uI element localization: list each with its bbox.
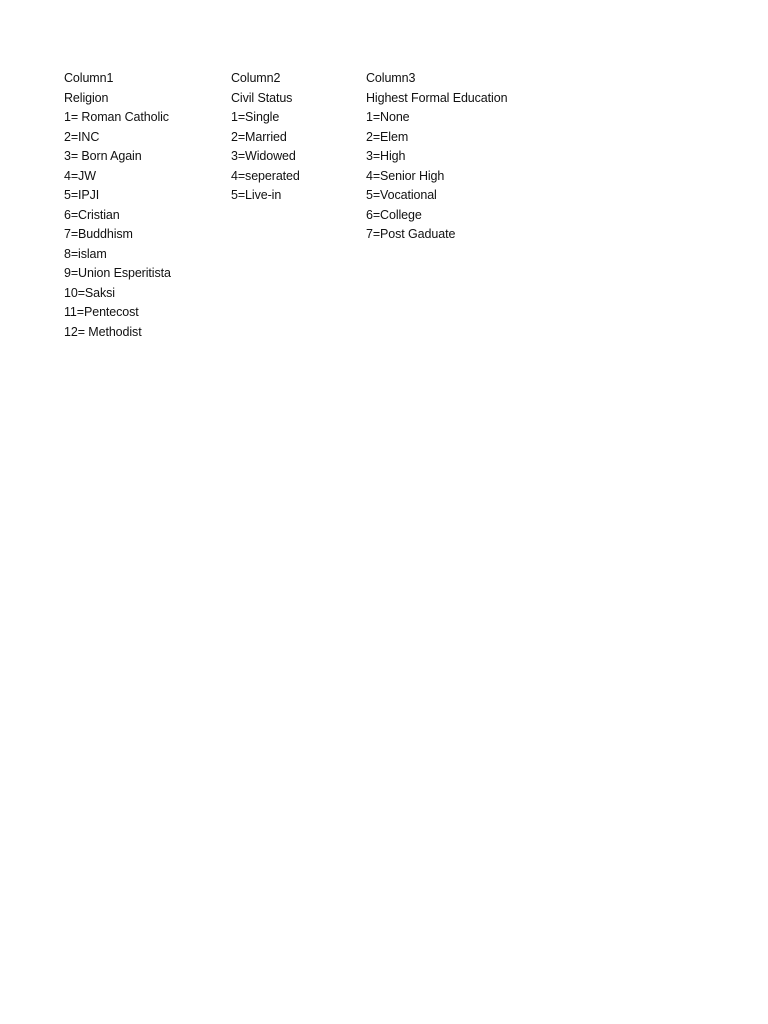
- list-item: 7=Buddhism: [64, 227, 133, 241]
- list-item: 5=Live-in: [231, 188, 282, 202]
- column-title: Civil Status: [231, 90, 293, 105]
- column-header: Column3: [366, 71, 416, 85]
- religion-column: [64, 69, 224, 342]
- list-item: 1=None: [366, 110, 410, 124]
- list-item: 3= Born Again: [64, 149, 142, 163]
- list-item: 1= Roman Catholic: [64, 110, 169, 124]
- column-header: Column2: [231, 71, 281, 85]
- list-item: 3=Widowed: [231, 149, 296, 163]
- list-item: 12= Methodist: [64, 324, 142, 339]
- list-item: 10=Saksi: [64, 285, 115, 300]
- civil-status-column: [231, 69, 361, 206]
- list-item: 4=Senior High: [366, 168, 445, 183]
- list-item: 7=Post Gaduate: [366, 227, 456, 241]
- list-item: 6=College: [366, 207, 422, 222]
- list-item: 9=Union Esperitista: [64, 266, 171, 280]
- column-title: Religion: [64, 90, 109, 105]
- list-item: 6=Cristian: [64, 207, 120, 222]
- list-item: 1=Single: [231, 110, 280, 124]
- list-item: 3=High: [366, 149, 406, 163]
- list-item: 2=Elem: [366, 129, 409, 144]
- education-column: [366, 69, 566, 245]
- column-title: Highest Formal Education: [366, 90, 508, 105]
- list-item: 11=Pentecost: [64, 305, 139, 319]
- list-item: 2=Married: [231, 129, 287, 144]
- list-item: 5=Vocational: [366, 188, 437, 202]
- list-item: 8=islam: [64, 246, 107, 261]
- column-header: Column1: [64, 71, 114, 85]
- list-item: 4=seperated: [231, 168, 300, 183]
- list-item: 2=INC: [64, 129, 100, 144]
- list-item: 4=JW: [64, 168, 96, 183]
- list-item: 5=IPJI: [64, 188, 100, 202]
